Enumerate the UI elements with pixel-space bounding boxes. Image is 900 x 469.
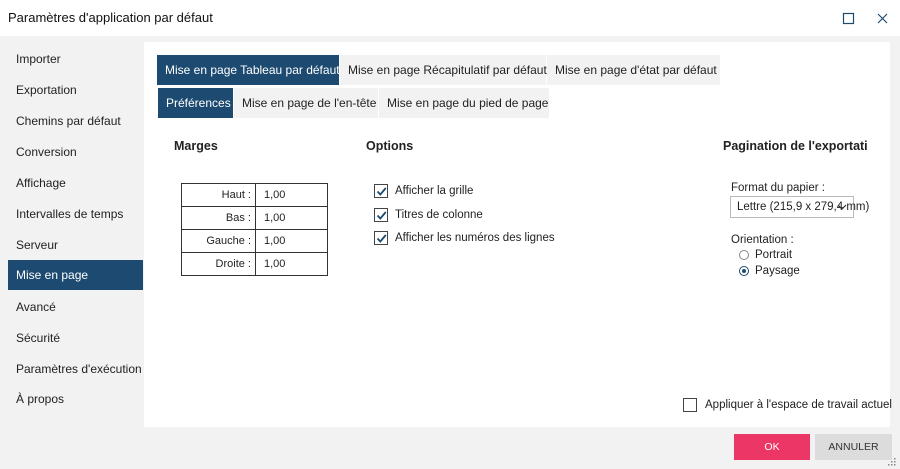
close-button[interactable] <box>872 8 892 28</box>
dialog-body <box>0 36 900 469</box>
paper-format-value: Lettre (215,9 x 279,4 mm) <box>737 201 870 213</box>
margins-table <box>181 183 328 276</box>
margin-right-input[interactable]: 1,00 <box>256 253 328 276</box>
maximize-button[interactable] <box>838 8 858 28</box>
radio-portrait[interactable] <box>739 250 749 260</box>
tab-preferences[interactable]: Préférences <box>158 88 233 118</box>
margin-bottom-label: Bas : <box>182 207 256 230</box>
checkbox[interactable] <box>374 231 388 245</box>
margin-top-input[interactable]: 1,00 <box>256 184 328 207</box>
tab-pied-de-page[interactable]: Mise en page du pied de page <box>379 88 549 118</box>
title-bar <box>0 0 900 36</box>
apply-workspace-label: Appliquer à l'espace de travail actuel <box>705 399 892 411</box>
sidebar-item-exportation[interactable]: Exportation <box>16 83 77 97</box>
margin-left-input[interactable]: 1,00 <box>256 230 328 253</box>
margin-right-label: Droite : <box>182 253 256 276</box>
pagination-title: Pagination de l'exportati <box>723 139 868 153</box>
checkmark-icon <box>376 186 387 197</box>
sidebar-item-conversion[interactable]: Conversion <box>16 145 77 159</box>
resize-grip-icon[interactable] <box>885 455 897 467</box>
sidebar-item-avance[interactable]: Avancé <box>16 300 56 314</box>
tab-mise-en-page-tableau[interactable]: Mise en page Tableau par défaut <box>157 55 339 85</box>
margin-top-label: Haut : <box>182 184 256 207</box>
orientation-paysage-label: Paysage <box>755 265 800 277</box>
options-title: Options <box>366 139 414 153</box>
checkbox[interactable] <box>374 184 388 198</box>
window-title: Paramètres d'application par défaut <box>8 10 213 25</box>
margin-row-right <box>182 253 328 276</box>
margin-row-bottom <box>182 207 328 230</box>
sidebar-item-affichage[interactable]: Affichage <box>16 176 66 190</box>
sidebar-item-serveur[interactable]: Serveur <box>16 238 59 252</box>
margin-row-left <box>182 230 328 253</box>
orientation-paysage[interactable] <box>739 263 800 279</box>
sidebar-item-intervalles[interactable]: Intervalles de temps <box>16 207 124 221</box>
tab-en-tete[interactable]: Mise en page de l'en-tête <box>234 88 378 118</box>
sidebar-item-parametres-execution[interactable]: Paramètres d'exécution <box>16 362 142 376</box>
apply-workspace-checkbox[interactable] <box>683 398 697 412</box>
cancel-button[interactable]: ANNULER <box>815 434 892 460</box>
option-titres-colonne[interactable] <box>374 206 483 224</box>
orientation-portrait[interactable] <box>739 247 792 263</box>
paper-format-label: Format du papier : <box>731 182 825 194</box>
margins-title: Marges <box>174 139 218 153</box>
sidebar-item-importer[interactable]: Importer <box>16 52 61 66</box>
ok-button[interactable]: OK <box>734 434 810 460</box>
checkbox[interactable] <box>374 208 388 222</box>
tab-mise-en-page-etat[interactable]: Mise en page d'état par défaut <box>547 55 720 85</box>
checkmark-icon <box>376 233 387 244</box>
apply-workspace-option[interactable] <box>683 397 892 413</box>
orientation-label: Orientation : <box>731 234 794 246</box>
checkmark-icon <box>376 210 387 221</box>
option-numeros-lignes[interactable] <box>374 229 555 247</box>
margin-row-top <box>182 184 328 207</box>
tab-mise-en-page-recapitulatif[interactable]: Mise en page Récapitulatif par défaut <box>340 55 546 85</box>
option-label: Titres de colonne <box>395 209 483 221</box>
sidebar-item-securite[interactable]: Sécurité <box>16 331 61 345</box>
close-icon <box>877 13 888 24</box>
option-label: Afficher les numéros des lignes <box>395 232 555 244</box>
paper-format-select[interactable] <box>730 196 870 218</box>
option-label: Afficher la grille <box>395 185 474 197</box>
radio-selected-dot <box>742 269 746 273</box>
option-afficher-grille[interactable] <box>374 182 473 200</box>
orientation-portrait-label: Portrait <box>755 249 793 261</box>
chevron-down-icon <box>837 202 847 212</box>
sidebar-item-chemins[interactable]: Chemins par défaut <box>16 114 121 128</box>
radio-paysage[interactable] <box>739 266 749 276</box>
sidebar-item-a-propos[interactable]: À propos <box>16 392 65 406</box>
settings-panel <box>144 42 890 427</box>
margin-bottom-input[interactable]: 1,00 <box>256 207 328 230</box>
maximize-icon <box>843 13 854 24</box>
margin-left-label: Gauche : <box>182 230 256 253</box>
sidebar-item-mise-en-page[interactable]: Mise en page <box>8 260 143 290</box>
